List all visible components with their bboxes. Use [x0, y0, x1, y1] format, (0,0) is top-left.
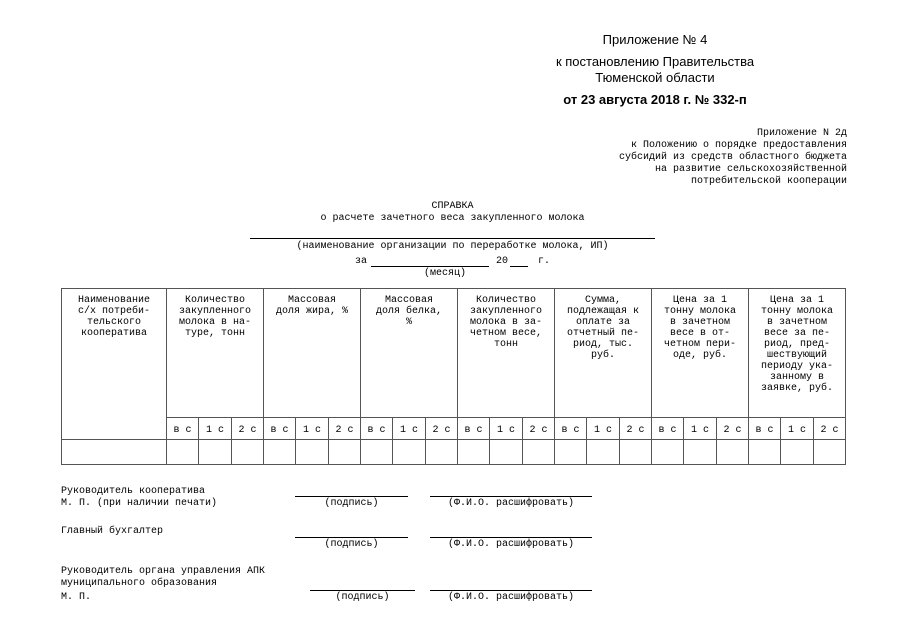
appendix-2d-line: субсидий из средств областного бюджета: [618, 152, 847, 163]
period-month-line: [371, 266, 489, 267]
table-cell[interactable]: [426, 440, 458, 465]
table-header-row: [62, 289, 846, 418]
subheader-cell: 1 с: [296, 418, 329, 440]
accountant-signature-line: [295, 537, 408, 538]
table-cell[interactable]: [652, 440, 684, 465]
table-cell[interactable]: [620, 440, 652, 465]
subheader-cell: 1 с: [199, 418, 232, 440]
header-protein-share: Массовая доля белка, %: [361, 289, 458, 418]
subheader-cell: в с: [458, 418, 490, 440]
accountant-label: Главный бухгалтер: [61, 526, 164, 537]
table-cell[interactable]: [167, 440, 199, 465]
coop-head-signature-line: [295, 496, 408, 497]
header-price-current: Цена за 1 тонну молока в зачетном весе в от- четном пери- оде, руб.: [652, 289, 749, 418]
header-price-previous: Цена за 1 тонну молока в зачетном весе за пе- риод, пред- шествующий периоду ука- занному в заявке, руб.: [749, 289, 846, 418]
subheader-cell: 1 с: [781, 418, 814, 440]
table-cell[interactable]: [329, 440, 361, 465]
table-cell[interactable]: [361, 440, 393, 465]
appendix-2d-line: потребительской кооперации: [690, 176, 847, 187]
org-caption: (наименование организации по переработке молока, ИП): [296, 241, 609, 252]
appendix-2d-line: к Положению о порядке предоставления: [630, 140, 847, 151]
table-row: [62, 440, 846, 465]
period-suffix: г.: [538, 256, 551, 267]
month-caption: (месяц): [424, 268, 467, 279]
report-table: [61, 288, 846, 465]
doc-title: СПРАВКА: [431, 201, 474, 212]
coop-head-name-caption: (Ф.И.О. расшифровать): [447, 498, 575, 509]
agency-head-label: Руководитель органа управления АПК: [61, 566, 266, 577]
table-cell[interactable]: [232, 440, 264, 465]
period-year: 20: [496, 256, 509, 267]
table-cell[interactable]: [296, 440, 329, 465]
table-cell[interactable]: [555, 440, 587, 465]
table-cell[interactable]: [62, 440, 167, 465]
header-credited-weight: Количество закупленного молока в за- четном весе, тонн: [458, 289, 555, 418]
subheader-cell: 2 с: [717, 418, 749, 440]
subheader-cell: 1 с: [587, 418, 620, 440]
subheader-cell: 2 с: [814, 418, 846, 440]
table-cell[interactable]: [749, 440, 781, 465]
header-payment-sum: Сумма, подлежащая к оплате за отчетный пе- риод, тыс. руб.: [555, 289, 652, 418]
agency-head-signature-line: [310, 590, 415, 591]
coop-head-stamp: М. П. (при наличии печати): [61, 498, 218, 509]
table-cell[interactable]: [781, 440, 814, 465]
subheader-cell: в с: [264, 418, 296, 440]
table-cell[interactable]: [199, 440, 232, 465]
agency-head-municipal: муниципального образования: [61, 578, 218, 589]
table-cell[interactable]: [523, 440, 555, 465]
agency-head-signature-caption: (подпись): [335, 592, 390, 603]
period-prefix: за: [355, 256, 368, 267]
subheader-cell: 2 с: [232, 418, 264, 440]
subheader-cell: 2 с: [426, 418, 458, 440]
table-cell[interactable]: [264, 440, 296, 465]
table-cell[interactable]: [717, 440, 749, 465]
table-subheader-row: [62, 418, 846, 440]
appendix-2d-line: на развитие сельскохозяйственной: [654, 164, 847, 175]
subheader-cell: в с: [167, 418, 199, 440]
subheader-cell: в с: [555, 418, 587, 440]
table-cell[interactable]: [587, 440, 620, 465]
agency-head-name-caption: (Ф.И.О. расшифровать): [447, 592, 575, 603]
table-cell[interactable]: [458, 440, 490, 465]
coop-head-label: Руководитель кооператива: [61, 486, 206, 497]
appendix-header: [495, 32, 815, 108]
header-fat-share: Массовая доля жира, %: [264, 289, 361, 418]
subheader-cell: 1 с: [393, 418, 426, 440]
subheader-cell: 1 с: [684, 418, 717, 440]
header-cooperative-name: Наименование с/х потреби- тельского кооператива: [62, 289, 167, 440]
table-cell[interactable]: [684, 440, 717, 465]
appendix-2d: [427, 128, 847, 188]
accountant-signature-caption: (подпись): [324, 539, 379, 550]
subheader-cell: 1 с: [490, 418, 523, 440]
subheader-cell: в с: [361, 418, 393, 440]
appendix-resolution: к постановлению Правительства: [555, 54, 755, 69]
subheader-cell: в с: [749, 418, 781, 440]
subheader-cell: в с: [652, 418, 684, 440]
org-name-line: [250, 238, 655, 239]
subheader-cell: 2 с: [329, 418, 361, 440]
accountant-name-line: [430, 537, 592, 538]
appendix-title: Приложение № 4: [602, 32, 708, 47]
appendix-date-number: от 23 августа 2018 г. № 332-п: [563, 92, 747, 107]
coop-head-name-line: [430, 496, 592, 497]
doc-subtitle: о расчете зачетного веса закупленного молока: [320, 213, 585, 224]
table-cell[interactable]: [490, 440, 523, 465]
table-cell[interactable]: [814, 440, 846, 465]
appendix-region: Тюменской области: [595, 70, 715, 85]
period-year-line: [510, 266, 528, 267]
table-cell[interactable]: [393, 440, 426, 465]
coop-head-signature-caption: (подпись): [324, 498, 379, 509]
appendix-2d-line: Приложение N 2д: [756, 128, 847, 139]
agency-head-stamp: М. П.: [61, 592, 92, 603]
subheader-cell: 2 с: [620, 418, 652, 440]
subheader-cell: 2 с: [523, 418, 555, 440]
header-milk-quantity: Количество закупленного молока в на- туре, тонн: [167, 289, 264, 418]
accountant-name-caption: (Ф.И.О. расшифровать): [447, 539, 575, 550]
agency-head-name-line: [430, 590, 592, 591]
